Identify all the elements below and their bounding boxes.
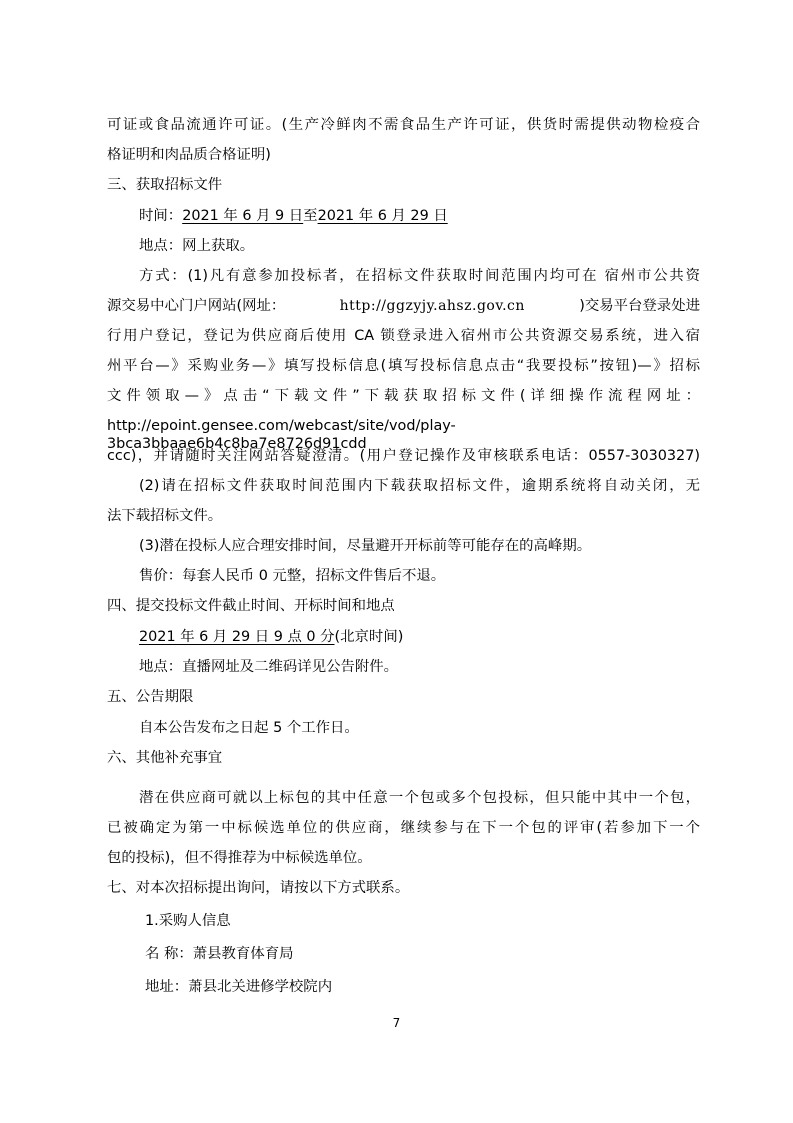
website-url[interactable]: http://ggzyjy.ahsz.gov.cn (339, 298, 525, 314)
place-line: 地点：网上获取。 (139, 238, 255, 254)
supplement-line-1: 潜在供应商可就以上标包的其中任意一个包或多个包投标，但只能中其中一个包， (139, 790, 700, 806)
item-3: (3)潜在投标人应合理安排时间，尽量避开开标前等可能存在的高峰期。 (139, 538, 592, 554)
deadline-datetime: 2021 年 6 月 29 日 9 点 0 分 (139, 629, 335, 645)
section-5-heading: 五、公告期限 (107, 689, 194, 705)
deadline-line (139, 628, 403, 646)
timezone: (北京时间) (334, 629, 404, 645)
time-label: 时间： (139, 208, 183, 224)
purchaser-address: 地址：萧县北关进修学校院内 (145, 979, 333, 995)
purchaser-name: 名 称：萧县教育体育局 (145, 946, 294, 962)
section-4-heading: 四、提交投标文件截止时间、开标时间和地点 (107, 598, 395, 614)
notice-period: 自本公告发布之日起 5 个工作日。 (139, 720, 359, 736)
section-6-heading: 六、其他补充事宜 (107, 750, 223, 766)
method-line-3: 行用户登记，登记为供应商后使用 CA 锁登录进入宿州市公共资源交易系统，进入宿 (107, 328, 700, 344)
tutorial-url[interactable]: http://epoint.gensee.com/webcast/site/vod/play-3bca3bbaae6b4c8ba7e8726d91cdd (107, 418, 456, 452)
supplement-line-2: 已被确定为第一中标候选单位的供应商，继续参与在下一个包的评审(若参加下一个 (107, 820, 700, 836)
opening-place: 地点：直播网址及二维码详见公告附件。 (139, 659, 399, 675)
paragraph-continuation-line-2: 格证明和肉品质合格证明) (107, 147, 271, 163)
item-2-line-1: (2)请在招标文件获取时间范围内下载获取招标文件，逾期系统将自动关闭，无 (139, 478, 700, 494)
supplement-line-3: 包的投标)，但不得推荐为中标候选单位。 (107, 850, 372, 866)
method-line-2 (107, 297, 700, 315)
method-line-7: ccc)，并请随时关注网站答疑澄清。(用户登记操作及审核联系电话：0557-3030327) (107, 448, 700, 464)
section-7-heading: 七、对本次招标提出询问，请按以下方式联系。 (107, 880, 410, 896)
method-line-5: 文件领取—》点击“下载文件”下载获取招标文件(详细操作流程网址： (107, 388, 700, 404)
method-line-4: 州平台—》采购业务—》填写投标信息(填写投标信息点击“我要投标”按钮)—》招标 (107, 358, 700, 374)
page-number: 7 (392, 1016, 401, 1030)
purchaser-info-heading: 1.采购人信息 (145, 913, 231, 929)
price-line: 售价：每套人民币 0 元整，招标文件售后不退。 (139, 568, 446, 584)
time-line (139, 207, 448, 225)
method-line-2-suffix: )交易平台登录处进 (579, 298, 700, 314)
method-line-2-prefix: 源交易中心门户网站(网址： (107, 298, 286, 314)
date-to: 至 (303, 208, 318, 224)
date-start: 2021 年 6 月 9 日 (182, 208, 304, 224)
method-line-1: 方式：(1)凡有意参加投标者，在招标文件获取时间范围内均可在 宿州市公共资 (139, 268, 700, 284)
date-end: 2021 年 6 月 29 日 (317, 208, 448, 224)
paragraph-continuation-line-1: 可证或食品流通许可证。(生产冷鲜肉不需食品生产许可证，供货时需提供动物检疫合 (107, 117, 700, 133)
section-3-heading: 三、获取招标文件 (107, 177, 223, 193)
item-2-line-2: 法下载招标文件。 (107, 508, 223, 524)
